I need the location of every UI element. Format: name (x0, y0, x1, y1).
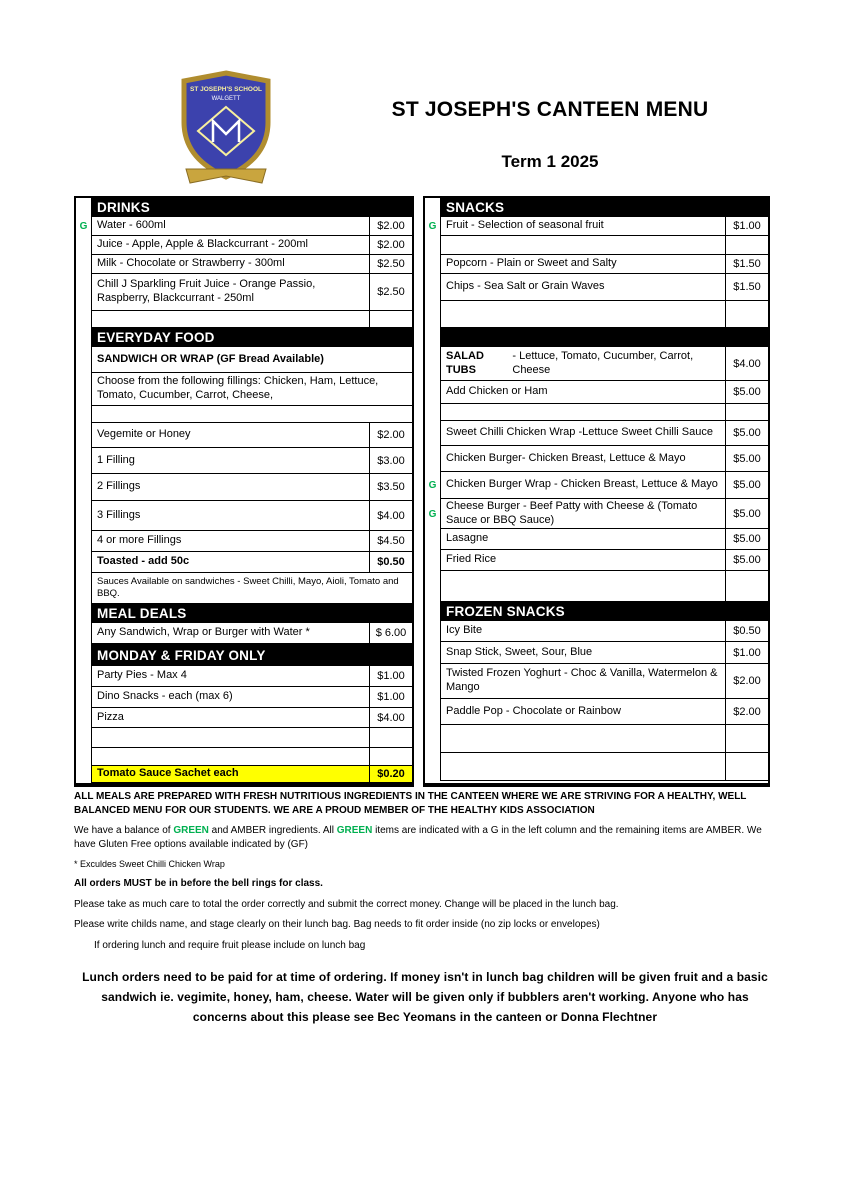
green-indicator: G (425, 499, 440, 529)
gutter-cell (425, 621, 440, 642)
correct-money-note: Please take as much care to total the order correctly and submit the correct money. Change will be placed in the lunch bag. (74, 898, 619, 910)
item-price: $1.00 (725, 217, 768, 236)
menu-row (76, 573, 412, 604)
title-block (380, 98, 720, 172)
item-label: Juice - Apple, Apple & Blackcurrant - 200ml (91, 236, 369, 255)
green-indicator: G (425, 472, 440, 499)
menu-row (76, 666, 412, 687)
gutter-cell (425, 571, 440, 602)
item-price: $4.00 (725, 347, 768, 381)
footer-notes (74, 790, 776, 1035)
orders-bell-note: All orders MUST be in before the bell rings for class. (74, 878, 323, 890)
blank-cell (440, 301, 725, 328)
item-price: $5.00 (725, 421, 768, 446)
green-indicator: G (76, 217, 91, 236)
gutter-cell (76, 666, 91, 687)
menu-row (76, 423, 412, 448)
menu-row (425, 274, 768, 301)
gutter-cell (76, 198, 91, 217)
section-header-unnamed (425, 328, 768, 347)
green-label-word: GREEN (173, 825, 209, 836)
menu-row (425, 529, 768, 550)
menu-row (76, 448, 412, 474)
menu-row (76, 766, 412, 783)
gutter-cell (76, 236, 91, 255)
item-label: Twisted Frozen Yoghurt - Choc & Vanilla, Watermelon & Mango (440, 664, 725, 699)
item-price: $2.00 (369, 236, 412, 255)
menu-row (76, 687, 412, 708)
item-price: $2.00 (369, 423, 412, 448)
gutter-cell (425, 699, 440, 725)
item-price: $0.50 (725, 621, 768, 642)
item-price: $5.00 (725, 499, 768, 529)
item-label: 3 Fillings (91, 501, 369, 531)
gutter-cell (425, 753, 440, 781)
section-title (440, 328, 768, 347)
item-label: Pizza (91, 708, 369, 728)
menu-row (76, 552, 412, 573)
menu-row (425, 255, 768, 274)
item-label: Lasagne (440, 529, 725, 550)
section-title: DRINKS (91, 198, 412, 217)
gutter-cell (425, 404, 440, 421)
excludes-note: * Exculdes Sweet Chilli Chicken Wrap (74, 859, 225, 869)
item-label: Water - 600ml (91, 217, 369, 236)
menu-row (425, 621, 768, 642)
term-subtitle: Term 1 2025 (501, 152, 599, 171)
item-price: $2.00 (725, 699, 768, 725)
section-title: SNACKS (440, 198, 768, 217)
gutter-cell (76, 448, 91, 474)
blank-cell (440, 725, 725, 753)
gutter-cell (76, 328, 91, 347)
gutter-cell (76, 501, 91, 531)
section-header-snacks (425, 198, 768, 217)
item-price: $1.50 (725, 274, 768, 301)
gutter-cell (76, 531, 91, 552)
item-price: $3.50 (369, 474, 412, 501)
gutter-cell (425, 198, 440, 217)
item-label: Tomato Sauce Sachet each (91, 766, 369, 783)
item-price: $2.50 (369, 274, 412, 311)
section-title: EVERYDAY FOOD (91, 328, 412, 347)
gutter-cell (76, 728, 91, 748)
fresh-ingredients-note: ALL MEALS ARE PREPARED WITH FRESH NUTRITIOUS INGREDIENTS IN THE CANTEEN WHERE WE ARE STRIVING FOR A HEALTHY, WELL BALANCED MENU FOR OUR STUDENTS. WE ARE A PROUD MEMBER OF THE HEALTHY KIDS ASSOCIATION (74, 791, 747, 816)
green-indicator: G (425, 217, 440, 236)
payment-policy-note: Lunch orders need to be paid for at time of ordering. If money isn't in lunch bag children will be given fruit and a basic sandwich ie. vegimite, honey, ham, cheese. Water will be given only if bubblers aren't working. Anyone who has concerns about this please see Bec Yeomans in the canteen or Donna Flechtner (82, 970, 768, 1024)
empty-price-cell (725, 301, 768, 328)
menu-row (76, 501, 412, 531)
item-label: Fruit - Selection of seasonal fruit (440, 217, 725, 236)
blank-cell (91, 406, 412, 423)
gutter-cell (425, 255, 440, 274)
gutter-cell (76, 406, 91, 423)
gutter-cell (76, 255, 91, 274)
green-label-word: GREEN (336, 825, 373, 836)
menu-row (425, 472, 768, 499)
item-label: Cheese Burger - Beef Patty with Cheese & (Tomato Sauce or BBQ Sauce) (440, 499, 725, 529)
gutter-cell (425, 446, 440, 472)
section-title: MEAL DEALS (91, 604, 412, 623)
blank-cell (91, 748, 369, 766)
item-price: $1.00 (725, 642, 768, 664)
gutter-cell (76, 347, 91, 373)
menu-row (76, 255, 412, 274)
item-price: $2.50 (369, 255, 412, 274)
menu-row (76, 274, 412, 311)
item-label: Chips - Sea Salt or Grain Waves (440, 274, 725, 301)
item-label: 1 Filling (91, 448, 369, 474)
blank-cell (440, 404, 725, 421)
item-label: Toasted - add 50c (91, 552, 369, 573)
blank-cell (91, 728, 369, 748)
gutter-cell (425, 550, 440, 571)
menu-row (425, 347, 768, 381)
item-price: $5.00 (725, 381, 768, 404)
menu-row (425, 550, 768, 571)
item-label: Fried Rice (440, 550, 725, 571)
gutter-cell (425, 642, 440, 664)
item-label: Vegemite or Honey (91, 423, 369, 448)
item-label: Any Sandwich, Wrap or Burger with Water * (91, 623, 369, 644)
item-label: Chill J Sparkling Fruit Juice - Orange Passio, Raspberry, Blackcurrant - 250ml (91, 274, 369, 311)
item-price: $5.00 (725, 529, 768, 550)
blank-row (425, 571, 768, 602)
note-text: and AMBER ingredients. All (208, 825, 337, 836)
gutter-cell (425, 236, 440, 255)
item-label: SALAD TUBS - Lettuce, Tomato, Cucumber, Carrot, Cheese (440, 347, 725, 381)
menu-row (425, 642, 768, 664)
gutter-cell (425, 301, 440, 328)
item-label: 4 or more Fillings (91, 531, 369, 552)
empty-price-cell (725, 571, 768, 602)
menu-row (76, 531, 412, 552)
gutter-cell (425, 602, 440, 621)
item-label: Icy Bite (440, 621, 725, 642)
empty-price-cell (369, 728, 412, 748)
item-label: Choose from the following fillings: Chicken, Ham, Lettuce, Tomato, Cucumber, Carrot, Cheese, (91, 373, 412, 406)
section-title: FROZEN SNACKS (440, 602, 768, 621)
gutter-cell (425, 274, 440, 301)
item-price: $1.00 (369, 666, 412, 687)
gutter-cell (76, 623, 91, 644)
menu-row (425, 664, 768, 699)
gutter-cell (76, 766, 91, 783)
section-header-frozen-snacks (425, 602, 768, 621)
item-label: Chicken Burger Wrap - Chicken Breast, Lettuce & Mayo (440, 472, 725, 499)
crest-town-name: WALGETT (211, 96, 241, 102)
menu-row (76, 708, 412, 728)
blank-row (425, 404, 768, 421)
menu-row (425, 699, 768, 725)
item-label: Dino Snacks - each (max 6) (91, 687, 369, 708)
menu-row (76, 373, 412, 406)
item-label: Popcorn - Plain or Sweet and Salty (440, 255, 725, 274)
item-label: 2 Fillings (91, 474, 369, 501)
blank-cell (440, 753, 725, 781)
section-header-everyday-food (76, 328, 412, 347)
menu-row (425, 446, 768, 472)
gutter-cell (425, 529, 440, 550)
item-price: $5.00 (725, 550, 768, 571)
menu-row (425, 381, 768, 404)
note-text: We have a balance of (74, 825, 174, 836)
menu-row (76, 474, 412, 501)
section-header-meal-deals (76, 604, 412, 623)
blank-cell (440, 236, 725, 255)
gutter-cell (425, 421, 440, 446)
crest-school-name: ST JOSEPH'S SCHOOL (190, 86, 262, 93)
item-price: $4.00 (369, 501, 412, 531)
item-price: $1.50 (725, 255, 768, 274)
section-header-monday-friday-only (76, 644, 412, 666)
blank-row (425, 236, 768, 255)
menu-row (76, 236, 412, 255)
empty-price-cell (725, 404, 768, 421)
item-label: Party Pies - Max 4 (91, 666, 369, 687)
item-price: $0.20 (369, 766, 412, 783)
gutter-cell (76, 552, 91, 573)
empty-price-cell (725, 725, 768, 753)
item-price: $0.50 (369, 552, 412, 573)
gutter-cell (76, 687, 91, 708)
gutter-cell (76, 748, 91, 766)
gutter-cell (76, 311, 91, 328)
menu-columns (74, 196, 770, 787)
menu-column-right (423, 196, 770, 787)
section-header-drinks (76, 198, 412, 217)
blank-row (76, 406, 412, 423)
item-label: Snap Stick, Sweet, Sour, Blue (440, 642, 725, 664)
blank-row (425, 301, 768, 328)
gutter-cell (425, 725, 440, 753)
crest-svg (178, 70, 274, 186)
item-label: Sauces Available on sandwiches - Sweet Chilli, Mayo, Aioli, Tomato and BBQ. (91, 573, 412, 604)
gutter-cell (76, 423, 91, 448)
menu-row (425, 421, 768, 446)
blank-row (76, 728, 412, 748)
item-price: $2.00 (369, 217, 412, 236)
item-price: $ 6.00 (369, 623, 412, 644)
item-price: $1.00 (369, 687, 412, 708)
item-price: $4.00 (369, 708, 412, 728)
menu-row (76, 347, 412, 373)
lunch-bag-note: Please write childs name, and stage clearly on their lunch bag. Bag needs to fit order inside (no zip locks or envelopes) (74, 919, 600, 931)
item-price: $5.00 (725, 446, 768, 472)
gutter-cell (76, 604, 91, 623)
item-price: $2.00 (725, 664, 768, 699)
item-label: Milk - Chocolate or Strawberry - 300ml (91, 255, 369, 274)
item-price: $5.00 (725, 472, 768, 499)
menu-row (425, 217, 768, 236)
blank-row (76, 311, 412, 328)
empty-price-cell (369, 748, 412, 766)
fruit-order-note: If ordering lunch and require fruit please include on lunch bag (94, 939, 366, 951)
item-label: SANDWICH OR WRAP (GF Bread Available) (91, 347, 412, 373)
gutter-cell (76, 474, 91, 501)
school-crest-logo (178, 70, 274, 191)
blank-row (425, 725, 768, 753)
gutter-cell (76, 644, 91, 666)
gutter-cell (425, 347, 440, 381)
item-price: $4.50 (369, 531, 412, 552)
blank-cell (91, 311, 369, 328)
crest-ribbon (186, 169, 266, 183)
gutter-cell (425, 664, 440, 699)
empty-price-cell (725, 236, 768, 255)
menu-row (425, 499, 768, 529)
item-label: Add Chicken or Ham (440, 381, 725, 404)
item-label: Paddle Pop - Chocolate or Rainbow (440, 699, 725, 725)
menu-row (76, 217, 412, 236)
menu-column-left (74, 196, 414, 787)
gutter-cell (425, 328, 440, 347)
blank-row (76, 748, 412, 766)
gutter-cell (76, 274, 91, 311)
blank-row (425, 753, 768, 781)
page-title: ST JOSEPH'S CANTEEN MENU (391, 98, 709, 121)
empty-price-cell (725, 753, 768, 781)
gutter-cell (76, 373, 91, 406)
empty-price-cell (369, 311, 412, 328)
menu-row (76, 623, 412, 644)
note-text: items are indicated with a G in the left column and the remaining items are AMBER. We have Gluten Free options available indicated by (GF) (74, 825, 762, 850)
blank-cell (440, 571, 725, 602)
section-title: MONDAY & FRIDAY ONLY (91, 644, 412, 666)
item-price: $3.00 (369, 448, 412, 474)
green-amber-note (74, 824, 776, 851)
gutter-cell (76, 573, 91, 604)
item-label: Sweet Chilli Chicken Wrap -Lettuce Sweet Chilli Sauce (440, 421, 725, 446)
gutter-cell (76, 708, 91, 728)
item-label: Chicken Burger- Chicken Breast, Lettuce & Mayo (440, 446, 725, 472)
gutter-cell (425, 381, 440, 404)
